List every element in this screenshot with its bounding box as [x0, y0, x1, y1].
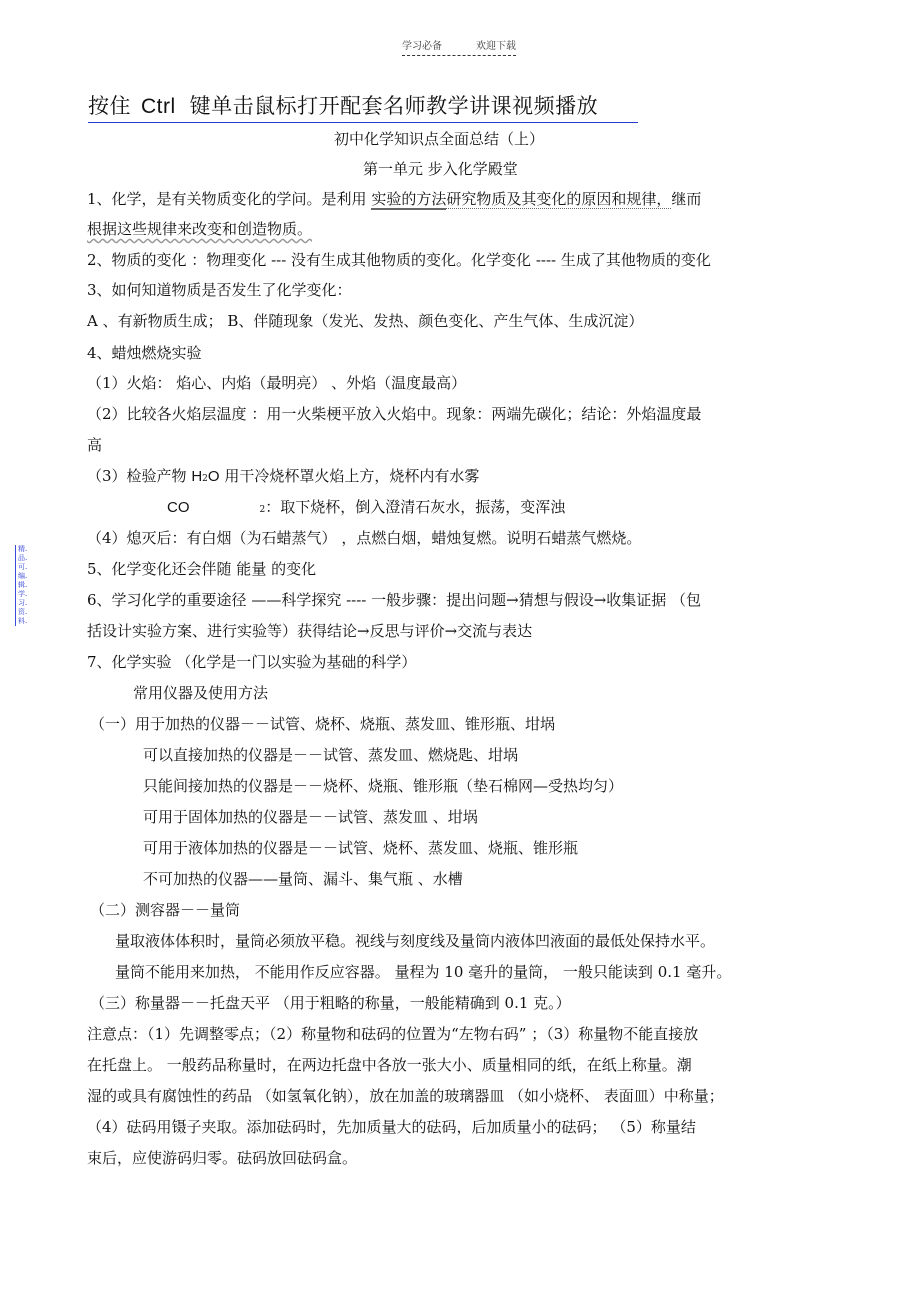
- paragraph-3: 3、如何知道物质是否发生了化学变化：: [87, 281, 352, 299]
- formula-h: H: [191, 468, 203, 485]
- formula-co: CO: [167, 499, 190, 516]
- paragraph-1: [87, 189, 701, 209]
- subscript: 2: [259, 505, 266, 515]
- paragraph-4-1: （1）火焰： 焰心、内焰（最明亮） 、外焰（温度最高）: [87, 374, 467, 392]
- paragraph-4-3-co2: [167, 497, 565, 520]
- paragraph-7-sub: 常用仪器及使用方法: [133, 684, 269, 702]
- document-title: 初中化学知识点全面总结（上）: [334, 130, 545, 148]
- watermark-char: 精.: [18, 545, 28, 553]
- formula-o: O: [207, 468, 220, 485]
- page-header: [402, 37, 516, 56]
- watermark-char: 资.: [18, 608, 28, 616]
- text: ：取下烧杯，倒入澄清石灰水，振荡，变浑浊: [265, 498, 566, 516]
- section-1-item-1: 可以直接加热的仪器是－－试管、蒸发皿、燃烧匙、坩埚: [143, 746, 519, 764]
- notes-4: （4）砝码用镊子夹取。添加砝码时，先加质量大的砝码，后加质量小的砝码； （5）称量结: [87, 1118, 696, 1136]
- watermark-char: 编.: [18, 572, 28, 580]
- section-1-item-2: 只能间接加热的仪器是－－烧杯、烧瓶、锥形瓶（垫石棉网—受热均匀）: [143, 777, 624, 795]
- section-1-item-5: 不可加热的仪器——量筒、漏斗、集气瓶 、水槽: [143, 870, 463, 888]
- notes-2: 在托盘上。 一般药品称量时，在两边托盘中各放一张大小、质量相同的纸，在纸上称量。潮: [87, 1056, 692, 1074]
- section-1: （一）用于加热的仪器－－试管、烧杯、烧瓶、蒸发皿、锥形瓶、坩埚: [90, 715, 556, 733]
- watermark-char: 品.: [18, 554, 28, 562]
- paragraph-4-2: （2）比较各火焰层温度 ：用一火柴梗平放入火焰中。现象：两端先碳化；结论：外焰温度最: [87, 405, 702, 423]
- paragraph-2: 2、物质的变化 ：物理变化 --- 没有生成其他物质的变化。化学变化 ---- 生成了其他物质的变化: [87, 251, 711, 269]
- unit-title: 第一单元 步入化学殿堂: [363, 160, 518, 178]
- paragraph-4-4: （4）熄灭后：有白烟（为石蜡蒸气） ，点燃白烟，蜡烛复燃。说明石蜡蒸气燃烧。: [87, 529, 642, 547]
- header-left: 学习必备: [402, 41, 442, 52]
- watermark-char: 料.: [18, 617, 28, 625]
- video-link-pre: 按住: [88, 94, 131, 118]
- underlined-text: 实验的方法: [371, 190, 447, 208]
- section-3: （三）称量器－－托盘天平 （用于粗略的称量，一般能精确到 0.1 克。）: [90, 994, 571, 1012]
- ctrl-key: Ctrl: [141, 95, 176, 118]
- watermark-char: 学.: [18, 590, 28, 598]
- notes-1: 注意点：（1）先调整零点；（2）称量物和砝码的位置为“左物右码” ；（3）称量物不能直接放: [87, 1025, 699, 1043]
- paragraph-4: 4、蜡烛燃烧实验: [87, 344, 202, 362]
- video-link[interactable]: [88, 90, 638, 123]
- section-1-item-3: 可用于固体加热的仪器是－－试管、蒸发皿 、坩埚: [143, 808, 478, 826]
- notes-3: 湿的或具有腐蚀性的药品 （如氢氧化钠），放在加盖的玻璃器皿 （如小烧杯、 表面皿）中称量；: [87, 1087, 724, 1105]
- section-1-item-4: 可用于液体加热的仪器是－－试管、烧杯、蒸发皿、烧瓶、锥形瓶: [143, 839, 579, 857]
- paragraph-3-a: A 、有新物质生成； B、伴随现象（发光、发热、颜色变化、产生气体、生成沉淀）: [87, 312, 644, 330]
- paragraph-5: 5、化学变化还会伴随 能量 的变化: [87, 560, 317, 578]
- paragraph-1-cont: 根据这些规律来改变和创造物质。: [87, 220, 313, 238]
- video-link-post: 键单击鼠标打开配套名师教学讲课视频播放: [189, 94, 599, 118]
- dotted-underlined-text: 研究物质及其变化的原因和规律，: [446, 190, 672, 208]
- paragraph-7: 7、化学实验 （化学是一门以实验为基础的科学）: [87, 653, 417, 671]
- subscript: 2: [202, 474, 208, 484]
- section-2-item-2: 量筒不能用来加热， 不能用作反应容器。 量程为 10 毫升的量筒， 一般只能读到 0.1 毫升。: [115, 963, 732, 981]
- text: 继而: [671, 190, 702, 208]
- paragraph-4-3: [87, 466, 479, 489]
- watermark-char: 辑.: [18, 581, 28, 589]
- watermark-char: 可.: [18, 563, 28, 571]
- notes-5: 束后，应使游码归零。砝码放回砝码盒。: [87, 1149, 358, 1167]
- sidebar-watermark: [15, 545, 28, 626]
- section-2-item-1: 量取液体体积时，量筒必须放平稳。视线与刻度线及量筒内液体凹液面的最低处保持水平。: [115, 932, 716, 950]
- text: （3）检验产物: [87, 467, 192, 485]
- paragraph-4-2-cont: 高: [87, 436, 103, 454]
- paragraph-6: 6、学习化学的重要途径 ——科学探究 ---- 一般步骤：提出问题→猜想与假设→收集证据 （包: [87, 591, 702, 609]
- text: 1、化学，是有关物质变化的学问。是利用: [87, 190, 372, 208]
- watermark-char: 习.: [18, 599, 28, 607]
- header-right: 欢迎下载: [476, 41, 516, 52]
- section-2: （二）测容器－－量筒: [90, 901, 241, 919]
- text: 用干冷烧杯罩火焰上方，烧杯内有水雾: [219, 467, 480, 485]
- paragraph-6-cont: 括设计实验方案、进行实验等）获得结论→反思与评价→交流与表达: [87, 622, 533, 640]
